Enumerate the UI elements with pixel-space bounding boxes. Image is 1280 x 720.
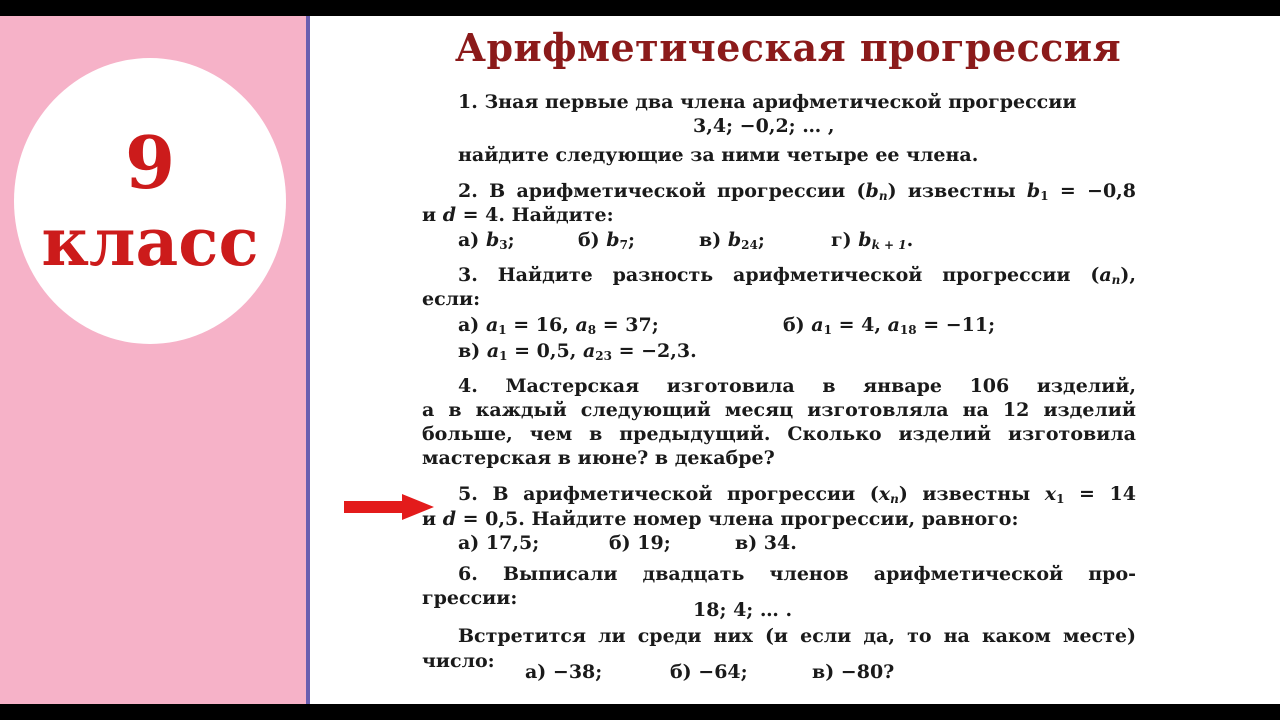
task-6-option-b: б) −64; <box>670 661 748 683</box>
task-6-line-3: Встретится ли среди них (и если да, то на каком месте) <box>458 625 1136 647</box>
page-title: Арифметическая прогрессия <box>455 25 1122 70</box>
grade-word: класс <box>41 203 259 281</box>
task-4-line-1: 4. Мастерская изготовила в январе 106 изделий, <box>458 375 1136 397</box>
grade-number: 9 <box>124 120 176 205</box>
task-3-option-b: б) $a_1 = 4$, $a_{18} = -11$; <box>783 314 996 337</box>
task-6-option-c: в) −80? <box>812 661 895 683</box>
task-2-line-2: и d = 4. Найдите: <box>422 204 614 226</box>
task-3-line-1: 3. Найдите разность арифметической прогрессии $(a_n)$, <box>458 264 1136 287</box>
pointer-arrow-icon <box>344 494 434 520</box>
slide <box>0 16 1280 704</box>
task-2-line-1: 2. В арифметической прогрессии $(b_n)$ известны $b_1 = -0,8$ <box>458 180 1136 203</box>
task-3-line-2: если: <box>422 288 481 310</box>
task-5-line-2: и d = 0,5. Найдите номер члена прогрессии, равного: <box>422 508 1019 530</box>
task-5-line-1: 5. В арифметической прогрессии $(x_n)$ известны $x_1 = 14$ <box>458 483 1136 506</box>
task-1-line-2: найдите следующие за ними четыре ее члена. <box>458 144 979 166</box>
arrow-shape <box>344 494 434 520</box>
task-6-option-a: а) −38; <box>525 661 603 683</box>
task-1-sequence: 3,4; −0,2; … , <box>693 115 835 137</box>
side-panel <box>0 16 310 704</box>
task-3-option-c: в) $a_1 = 0,5$, $a_{23} = -2,3$. <box>458 340 697 363</box>
task-2-option-b: б) $b_7$; <box>578 229 635 252</box>
task-2-option-d: г) $b_{k + 1}$. <box>831 229 914 252</box>
task-2-option-c: в) $b_{24}$; <box>699 229 765 252</box>
task-4-line-4: мастерская в июне? в декабре? <box>422 447 775 469</box>
task-4-line-3: больше, чем в предыдущий. Сколько изделий изготовила <box>422 423 1136 445</box>
task-5-option-c: в) 34. <box>735 532 797 554</box>
task-4-line-2: а в каждый следующий месяц изготовляла на 12 изделий <box>422 399 1136 421</box>
task-3-option-a: а) $a_1 = 16$, $a_8 = 37$; <box>458 314 659 337</box>
task-5-option-a: а) 17,5; <box>458 532 540 554</box>
task-1-line-1: 1. Зная первые два члена арифметической прогрессии <box>458 91 1077 113</box>
task-6-line-2: грессии: <box>422 587 518 609</box>
task-6-sequence: 18; 4; … . <box>693 599 793 621</box>
grade-badge <box>14 58 286 344</box>
task-6-line-4: число: <box>422 650 495 672</box>
task-2-option-a: а) $b_3$; <box>458 229 515 252</box>
task-5-option-b: б) 19; <box>609 532 671 554</box>
task-6-line-1: 6. Выписали двадцать членов арифметической про- <box>458 563 1136 585</box>
